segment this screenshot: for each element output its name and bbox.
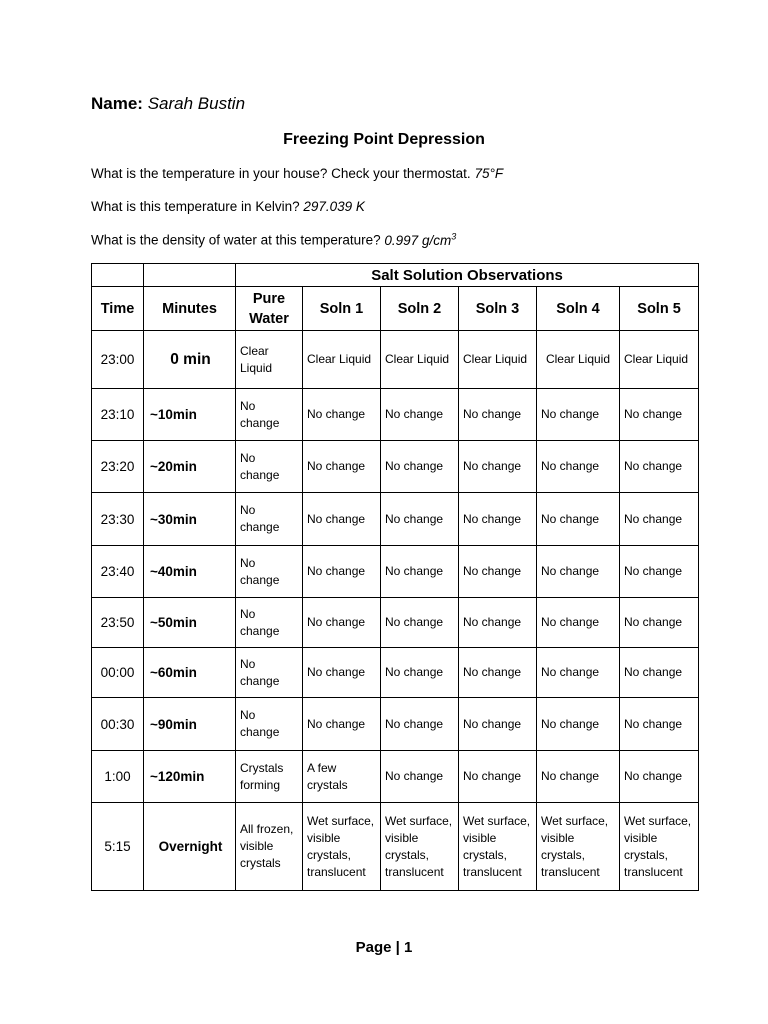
answer-value: 0.997 g/cm: [384, 232, 452, 248]
observation-cell: No change: [236, 648, 303, 698]
answer-text: 297.039 K: [303, 199, 365, 214]
observation-cell: No change: [303, 493, 381, 546]
observation-cell: No change: [620, 598, 699, 648]
blank-cell: [144, 264, 236, 287]
question-temperature: [91, 166, 503, 181]
observation-cell: No change: [381, 698, 459, 751]
answer-superscript: 3: [451, 231, 457, 241]
observation-cell: No change: [236, 698, 303, 751]
answer-text: [384, 233, 456, 248]
time-cell: 23:50: [92, 598, 144, 648]
minutes-cell: ~10min: [144, 389, 236, 441]
observation-cell: No change: [620, 546, 699, 598]
observation-cell: No change: [381, 598, 459, 648]
minutes-cell: ~50min: [144, 598, 236, 648]
observation-cell: No change: [459, 751, 537, 803]
observation-cell: Clear Liquid: [381, 331, 459, 389]
time-cell: 23:20: [92, 441, 144, 493]
observation-cell: No change: [620, 698, 699, 751]
observation-cell: No change: [620, 648, 699, 698]
observation-cell: No change: [303, 546, 381, 598]
observation-cell: Wet surface, visible crystals, translucent: [303, 803, 381, 891]
table-body: [92, 331, 699, 891]
time-cell: 1:00: [92, 751, 144, 803]
salt-solution-header: Salt Solution Observations: [236, 264, 699, 287]
page-title: Freezing Point Depression: [283, 131, 485, 148]
observation-cell: No change: [537, 598, 620, 648]
page-footer: Page | 1: [355, 939, 413, 956]
name-label: Name:: [91, 94, 143, 113]
observation-cell: Clear Liquid: [537, 331, 620, 389]
minutes-cell: ~40min: [144, 546, 236, 598]
observation-cell: No change: [381, 751, 459, 803]
table-row: [92, 598, 699, 648]
observation-cell: No change: [537, 441, 620, 493]
table-row: [92, 648, 699, 698]
observation-cell: All frozen, visible crystals: [236, 803, 303, 891]
minutes-cell: ~20min: [144, 441, 236, 493]
observation-cell: No change: [537, 751, 620, 803]
column-header: Minutes: [144, 287, 236, 331]
time-cell: 23:10: [92, 389, 144, 441]
observation-cell: No change: [303, 698, 381, 751]
observation-cell: No change: [236, 598, 303, 648]
observation-cell: No change: [381, 493, 459, 546]
column-header: Time: [92, 287, 144, 331]
observation-cell: No change: [459, 493, 537, 546]
observation-cell: No change: [459, 698, 537, 751]
observation-cell: Wet surface, visible crystals, translucent: [620, 803, 699, 891]
answer-text: 75°F: [474, 166, 504, 181]
observation-cell: No change: [537, 493, 620, 546]
table-row: [92, 441, 699, 493]
time-cell: 00:00: [92, 648, 144, 698]
student-name: [91, 94, 245, 114]
table-row: [92, 331, 699, 389]
observation-cell: No change: [620, 751, 699, 803]
observation-cell: No change: [537, 389, 620, 441]
observation-cell: No change: [537, 698, 620, 751]
observation-cell: No change: [459, 546, 537, 598]
table-row: [92, 493, 699, 546]
question-kelvin: [91, 199, 365, 214]
table-row: [92, 751, 699, 803]
minutes-cell: Overnight: [144, 803, 236, 891]
observation-cell: No change: [236, 389, 303, 441]
observation-cell: No change: [381, 546, 459, 598]
observation-cell: Clear Liquid: [303, 331, 381, 389]
observation-cell: No change: [537, 648, 620, 698]
observation-cell: Clear Liquid: [620, 331, 699, 389]
question-text: What is this temperature in Kelvin?: [91, 199, 300, 214]
observation-cell: A few crystals: [303, 751, 381, 803]
table-row: [92, 546, 699, 598]
minutes-cell: ~120min: [144, 751, 236, 803]
table-row: [92, 698, 699, 751]
question-text: What is the density of water at this temperature?: [91, 232, 381, 248]
blank-cell: [92, 264, 144, 287]
observation-cell: No change: [303, 648, 381, 698]
minutes-cell: 0 min: [144, 331, 236, 389]
observations-table: [91, 263, 699, 891]
question-density: [91, 231, 456, 248]
observation-cell: No change: [236, 441, 303, 493]
observation-cell: No change: [381, 389, 459, 441]
minutes-cell: ~60min: [144, 648, 236, 698]
time-cell: 23:40: [92, 546, 144, 598]
observation-cell: No change: [459, 648, 537, 698]
minutes-cell: ~30min: [144, 493, 236, 546]
time-cell: 00:30: [92, 698, 144, 751]
minutes-cell: ~90min: [144, 698, 236, 751]
observation-cell: No change: [537, 546, 620, 598]
observation-cell: No change: [459, 441, 537, 493]
observation-cell: No change: [236, 493, 303, 546]
column-header: Soln 2: [381, 287, 459, 331]
column-header-row: [92, 287, 699, 331]
table-row: [92, 803, 699, 891]
observation-cell: No change: [381, 441, 459, 493]
observation-cell: Clear Liquid: [236, 331, 303, 389]
time-cell: 23:30: [92, 493, 144, 546]
column-header: Soln 1: [303, 287, 381, 331]
observation-cell: No change: [459, 389, 537, 441]
column-header: Soln 3: [459, 287, 537, 331]
column-header: Soln 5: [620, 287, 699, 331]
observation-cell: No change: [620, 493, 699, 546]
observation-cell: No change: [459, 598, 537, 648]
column-header: Soln 4: [537, 287, 620, 331]
column-header: Pure Water: [236, 287, 303, 331]
span-header-row: [92, 264, 699, 287]
name-value: Sarah Bustin: [147, 94, 246, 113]
observation-cell: No change: [236, 546, 303, 598]
observation-cell: Crystals forming: [236, 751, 303, 803]
time-cell: 23:00: [92, 331, 144, 389]
table-row: [92, 389, 699, 441]
observation-cell: Wet surface, visible crystals, translucent: [459, 803, 537, 891]
observation-cell: No change: [303, 598, 381, 648]
time-cell: 5:15: [92, 803, 144, 891]
observation-cell: Clear Liquid: [459, 331, 537, 389]
observation-cell: Wet surface, visible crystals, translucent: [381, 803, 459, 891]
observation-cell: No change: [303, 389, 381, 441]
observation-cell: No change: [303, 441, 381, 493]
observation-cell: No change: [620, 389, 699, 441]
observation-cell: No change: [381, 648, 459, 698]
observation-cell: No change: [620, 441, 699, 493]
question-text: What is the temperature in your house? Check your thermostat.: [91, 166, 471, 181]
observation-cell: Wet surface, visible crystals, translucent: [537, 803, 620, 891]
